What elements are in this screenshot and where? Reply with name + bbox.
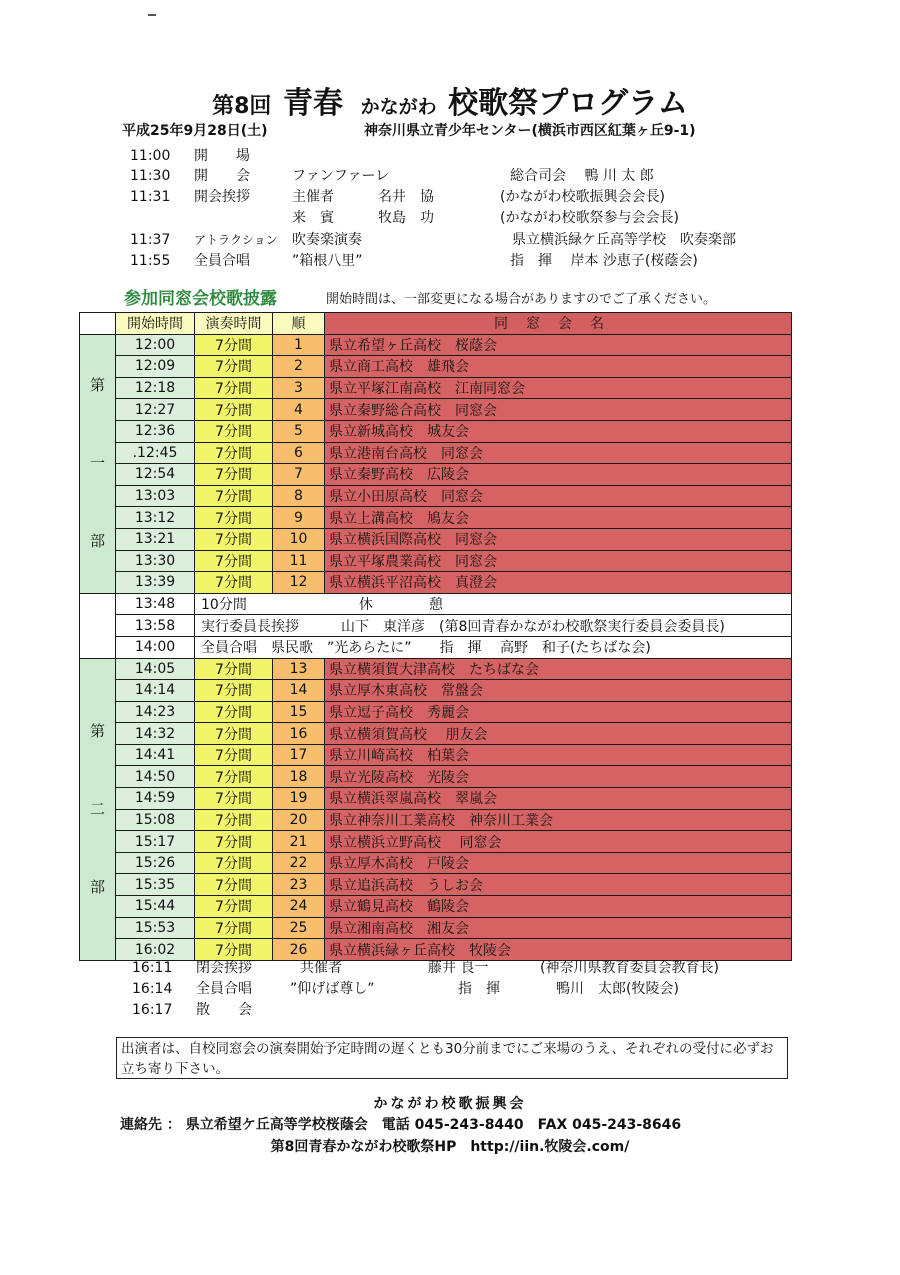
start-time-cell: 13:30 (116, 550, 195, 572)
title-edition: 第8回 (212, 94, 272, 119)
table-row (80, 528, 792, 550)
order-cell: 8 (273, 485, 325, 507)
schedule-role: 来 賓 (292, 210, 334, 226)
table-row (80, 723, 792, 745)
closing-time: 16:17 (132, 1002, 173, 1018)
duration-cell: 7分間 (195, 420, 273, 442)
table-row (80, 334, 792, 356)
alumni-name-cell: 県立横須賀大津高校 たちばな会 (325, 658, 792, 680)
schedule-role: 吹奏楽演奏 (292, 232, 362, 248)
schedule-note: 県立横浜緑ケ丘高等学校 吹奏楽部 (512, 232, 736, 248)
break-start-cell: 13:58 (116, 615, 195, 637)
start-time-cell: 13:12 (116, 507, 195, 529)
duration-cell: 7分間 (195, 874, 273, 896)
start-time-cell: 14:05 (116, 658, 195, 680)
alumni-name-cell: 県立厚木東高校 常盤会 (325, 680, 792, 702)
duration-cell: 7分間 (195, 917, 273, 939)
duration-cell: 7分間 (195, 507, 273, 529)
table-row (80, 485, 792, 507)
duration-cell: 7分間 (195, 723, 273, 745)
alumni-name-cell: 県立港南台高校 同窓会 (325, 442, 792, 464)
order-cell: 25 (273, 917, 325, 939)
start-time-cell: 12:27 (116, 399, 195, 421)
closing-role: ”仰げば尊し” (290, 981, 375, 997)
part-label: 第 一 部 (80, 334, 116, 593)
alumni-name-cell: 県立横浜平沼高校 真澄会 (325, 572, 792, 594)
start-time-cell: 15:26 (116, 852, 195, 874)
schedule-person: 名井 協 (378, 189, 434, 205)
closing-person: 藤井 良一 (428, 960, 489, 976)
table-row (80, 658, 792, 680)
alumni-name-cell: 県立鶴見高校 鶴陵会 (325, 896, 792, 918)
start-time-cell: 15:35 (116, 874, 195, 896)
duration-cell: 7分間 (195, 658, 273, 680)
start-time-cell: 13:39 (116, 572, 195, 594)
schedule-note: (かながわ校歌振興会会長) (500, 189, 665, 205)
duration-cell: 7分間 (195, 896, 273, 918)
event-venue: 神奈川県立青少年センター(横浜市西区紅葉ヶ丘9-1) (364, 123, 696, 139)
schedule-event: アトラクション (194, 233, 278, 247)
contact-info: 連絡先 ： 県立希望ケ丘高等学校桜蔭会 電話 045-243-8440 FAX 045-243-8646 (120, 1117, 682, 1133)
start-time-cell: 13:03 (116, 485, 195, 507)
scan-mark (148, 14, 156, 16)
table-row (80, 550, 792, 572)
header-part (80, 313, 116, 335)
order-cell: 11 (273, 550, 325, 572)
table-row (80, 572, 792, 594)
table-row (80, 377, 792, 399)
duration-cell: 7分間 (195, 399, 273, 421)
order-cell: 23 (273, 874, 325, 896)
alumni-name-cell: 県立神奈川工業高校 神奈川工業会 (325, 809, 792, 831)
duration-cell: 7分間 (195, 356, 273, 378)
duration-cell: 7分間 (195, 377, 273, 399)
schedule-role: ファンファーレ (292, 168, 390, 184)
start-time-cell: 12:36 (116, 420, 195, 442)
closing-event: 散 会 (196, 1002, 252, 1018)
order-cell: 18 (273, 766, 325, 788)
duration-cell: 7分間 (195, 680, 273, 702)
table-row (80, 442, 792, 464)
duration-cell: 7分間 (195, 442, 273, 464)
duration-cell: 7分間 (195, 939, 273, 961)
schedule-role: 主催者 (292, 189, 334, 205)
duration-cell: 7分間 (195, 528, 273, 550)
order-cell: 5 (273, 420, 325, 442)
start-time-cell: 14:32 (116, 723, 195, 745)
order-cell: 4 (273, 399, 325, 421)
table-row (80, 420, 792, 442)
order-cell: 17 (273, 744, 325, 766)
alumni-name-cell: 県立光陵高校 光陵会 (325, 766, 792, 788)
program-table (79, 312, 792, 961)
event-date: 平成25年9月28日(土) (122, 123, 268, 139)
duration-cell: 7分間 (195, 334, 273, 356)
alumni-name-cell: 県立平塚江南高校 江南同窓会 (325, 377, 792, 399)
schedule-time: 11:37 (130, 232, 171, 248)
notice-box: 出演者は、自校同窓会の演奏開始予定時間の遅くとも30分前までにご来場のうえ、それぞれの受付に必ずお立ち寄り下さい。 (116, 1037, 788, 1079)
table-row (80, 399, 792, 421)
order-cell: 10 (273, 528, 325, 550)
start-time-cell: 14:59 (116, 788, 195, 810)
closing-time: 16:14 (132, 981, 173, 997)
order-cell: 13 (273, 658, 325, 680)
table-row (80, 852, 792, 874)
order-cell: 22 (273, 852, 325, 874)
order-cell: 19 (273, 788, 325, 810)
schedule-note: 総合司会 鴨 川 太 郎 (510, 168, 654, 184)
order-cell: 16 (273, 723, 325, 745)
start-time-cell: 15:44 (116, 896, 195, 918)
alumni-name-cell: 県立希望ヶ丘高校 桜蔭会 (325, 334, 792, 356)
closing-note: 鴨川 太郎(牧陵会) (556, 981, 679, 997)
duration-cell: 7分間 (195, 744, 273, 766)
order-cell: 1 (273, 334, 325, 356)
order-cell: 26 (273, 939, 325, 961)
table-row (80, 874, 792, 896)
table-row (80, 831, 792, 853)
header-duration: 演奏時間 (195, 313, 273, 335)
table-row (80, 788, 792, 810)
order-cell: 2 (273, 356, 325, 378)
duration-cell: 7分間 (195, 701, 273, 723)
schedule-event: 開会挨拶 (194, 189, 250, 205)
schedule-time: 11:30 (130, 168, 171, 184)
alumni-name-cell: 県立小田原高校 同窓会 (325, 485, 792, 507)
closing-event: 閉会挨拶 (196, 960, 252, 976)
closing-role: 共催者 (300, 960, 342, 976)
order-cell: 6 (273, 442, 325, 464)
break-text-cell: 実行委員長挨拶 山下 東洋彦 (第8回青春かながわ校歌祭実行委員会委員長) (195, 615, 792, 637)
break-start-cell: 13:48 (116, 593, 195, 615)
table-row (80, 507, 792, 529)
alumni-name-cell: 県立横須賀高校 朋友会 (325, 723, 792, 745)
start-time-cell: 15:17 (116, 831, 195, 853)
alumni-name-cell: 県立横浜国際高校 同窓会 (325, 528, 792, 550)
duration-cell: 7分間 (195, 788, 273, 810)
alumni-name-cell: 県立横浜緑ヶ丘高校 牧陵会 (325, 939, 792, 961)
schedule-person: 牧島 功 (378, 210, 434, 226)
order-cell: 15 (273, 701, 325, 723)
table-row (80, 680, 792, 702)
order-cell: 14 (273, 680, 325, 702)
break-row (80, 593, 792, 615)
table-row (80, 896, 792, 918)
header-start: 開始時間 (116, 313, 195, 335)
order-cell: 21 (273, 831, 325, 853)
schedule-time: 11:00 (130, 148, 171, 164)
duration-cell: 7分間 (195, 766, 273, 788)
start-time-cell: 12:54 (116, 464, 195, 486)
break-spacer (80, 593, 116, 658)
alumni-name-cell: 県立川崎高校 柏葉会 (325, 744, 792, 766)
duration-cell: 7分間 (195, 852, 273, 874)
alumni-name-cell: 県立逗子高校 秀麗会 (325, 701, 792, 723)
alumni-name-cell: 県立平塚農業高校 同窓会 (325, 550, 792, 572)
start-time-cell: 14:23 (116, 701, 195, 723)
start-time-cell: 14:14 (116, 680, 195, 702)
table-row (80, 766, 792, 788)
page-title (0, 78, 900, 122)
break-text-cell: 10分間 休 憩 (195, 593, 792, 615)
schedule-time: 11:55 (130, 253, 171, 269)
organizer: かながわ校歌振興会 (373, 1096, 527, 1112)
start-time-cell: 15:53 (116, 917, 195, 939)
start-time-cell: 13:21 (116, 528, 195, 550)
table-row (80, 701, 792, 723)
start-time-cell: .12:45 (116, 442, 195, 464)
order-cell: 12 (273, 572, 325, 594)
duration-cell: 7分間 (195, 485, 273, 507)
duration-cell: 7分間 (195, 809, 273, 831)
table-header-row (80, 313, 792, 335)
schedule-event: 開 会 (194, 168, 250, 184)
order-cell: 20 (273, 809, 325, 831)
order-cell: 7 (273, 464, 325, 486)
closing-person: 指 揮 (458, 981, 500, 997)
alumni-name-cell: 県立上溝高校 鳩友会 (325, 507, 792, 529)
alumni-name-cell: 県立商工高校 雄飛会 (325, 356, 792, 378)
closing-note: (神奈川県教育委員会教育長) (540, 960, 719, 976)
duration-cell: 7分間 (195, 464, 273, 486)
duration-cell: 7分間 (195, 831, 273, 853)
table-row (80, 356, 792, 378)
alumni-name-cell: 県立横浜立野高校 同窓会 (325, 831, 792, 853)
part-label: 第 二 部 (80, 658, 116, 960)
start-time-cell: 12:00 (116, 334, 195, 356)
table-row (80, 464, 792, 486)
break-row (80, 636, 792, 658)
order-cell: 3 (273, 377, 325, 399)
schedule-event: 全員合唱 (194, 253, 250, 269)
alumni-name-cell: 県立厚木高校 戸陵会 (325, 852, 792, 874)
table-row (80, 917, 792, 939)
order-cell: 24 (273, 896, 325, 918)
table-row (80, 744, 792, 766)
start-time-cell: 16:02 (116, 939, 195, 961)
alumni-name-cell: 県立追浜高校 うしお会 (325, 874, 792, 896)
break-row (80, 615, 792, 637)
title-seishun: 青春 (283, 86, 343, 121)
schedule-time: 11:31 (130, 189, 171, 205)
alumni-name-cell: 県立湘南高校 湘友会 (325, 917, 792, 939)
start-time-cell: 15:08 (116, 809, 195, 831)
schedule-event: 開 場 (194, 148, 250, 164)
title-program: 校歌祭プログラム (448, 86, 688, 121)
start-time-cell: 14:41 (116, 744, 195, 766)
alumni-name-cell: 県立秦野高校 広陵会 (325, 464, 792, 486)
start-time-cell: 12:09 (116, 356, 195, 378)
start-time-cell: 12:18 (116, 377, 195, 399)
duration-cell: 7分間 (195, 550, 273, 572)
closing-time: 16:11 (132, 960, 173, 976)
order-cell: 9 (273, 507, 325, 529)
alumni-name-cell: 県立新城高校 城友会 (325, 420, 792, 442)
duration-cell: 7分間 (195, 572, 273, 594)
schedule-note: (かながわ校歌祭参与会会長) (500, 210, 679, 226)
title-kanagawa: かながわ (360, 96, 437, 118)
homepage-link[interactable]: 第8回青春かながわ校歌祭HP http://iin.牧陵会.com/ (270, 1139, 630, 1155)
schedule-role: ”箱根八里” (292, 253, 363, 269)
table-row (80, 809, 792, 831)
schedule-note: 指 揮 岸本 沙恵子(桜蔭会) (510, 253, 698, 269)
alumni-name-cell: 県立横浜翠嵐高校 翠嵐会 (325, 788, 792, 810)
section-note: 開始時間は、一部変更になる場合がありますのでご了承ください。 (326, 292, 717, 307)
start-time-cell: 14:50 (116, 766, 195, 788)
break-start-cell: 14:00 (116, 636, 195, 658)
alumni-name-cell: 県立秦野総合高校 同窓会 (325, 399, 792, 421)
header-name: 同窓会名 (325, 313, 792, 335)
break-text-cell: 全員合唱 県民歌 ”光あらたに” 指 揮 高野 和子(たちばな会) (195, 636, 792, 658)
section-heading: 参加同窓会校歌披露 (124, 289, 277, 309)
header-order: 順 (273, 313, 325, 335)
closing-event: 全員合唱 (196, 981, 252, 997)
